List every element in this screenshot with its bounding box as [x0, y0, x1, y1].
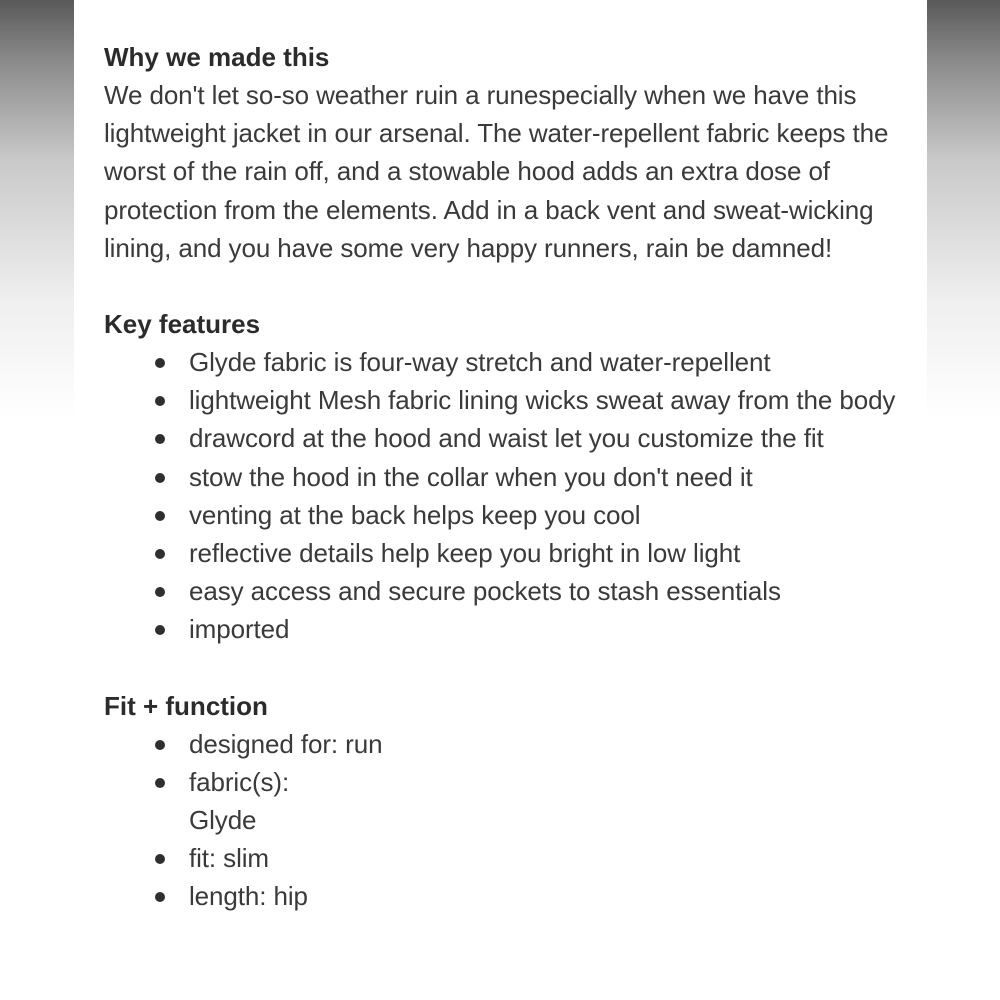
fabric-value: Glyde — [189, 805, 257, 836]
bullet-icon — [155, 434, 165, 444]
why-we-made-this-heading: Why we made this — [104, 42, 330, 72]
key-features-heading: Key features — [104, 309, 261, 340]
list-item — [189, 763, 909, 839]
fit-function-heading: Fit + function — [104, 690, 268, 721]
bullet-icon — [155, 854, 165, 864]
feature-text: imported — [189, 614, 290, 645]
list-item — [189, 419, 909, 457]
bullet-icon — [155, 892, 165, 902]
bullet-icon — [155, 396, 165, 406]
bullet-icon — [155, 587, 165, 597]
fit-text: length: hip — [189, 881, 308, 912]
feature-text: stow the hood in the collar when you don't need it — [189, 461, 753, 492]
product-details-card — [74, 0, 927, 1000]
list-item — [189, 839, 909, 877]
feature-text: lightweight Mesh fabric lining wicks sweat away from the body — [189, 385, 896, 416]
bullet-icon — [155, 549, 165, 559]
list-item — [189, 725, 909, 763]
bullet-icon — [155, 778, 165, 788]
list-item — [189, 381, 909, 419]
list-item — [189, 572, 909, 610]
list-item — [189, 534, 909, 572]
feature-text: drawcord at the hood and waist let you customize the fit — [189, 423, 824, 454]
fit-text: designed for: run — [189, 728, 383, 759]
section-spacer — [104, 649, 897, 687]
fit-text: fit: slim — [189, 843, 269, 874]
key-features-list — [104, 343, 897, 649]
why-we-made-this-paragraph: We don't let so-so weather ruin a runespecially when we have this lightweight jacket in our arsenal. The water-repellent fabric keeps the worst of the rain off, and a stowable hood adds an extra dose of protection from the elements. Add in a back vent and sweat-wicking lining, and you have some very happy runners, rain be damned! — [104, 80, 889, 263]
section-spacer — [104, 267, 897, 305]
list-item — [189, 496, 909, 534]
bullet-icon — [155, 511, 165, 521]
feature-text: reflective details help keep you bright in low light — [189, 538, 741, 569]
feature-text: easy access and secure pockets to stash essentials — [189, 576, 781, 607]
bullet-icon — [155, 358, 165, 368]
fit-text: fabric(s): — [189, 766, 290, 797]
bullet-icon — [155, 473, 165, 483]
list-item — [189, 458, 909, 496]
list-item — [189, 877, 909, 915]
feature-text: venting at the back helps keep you cool — [189, 499, 641, 530]
list-item — [189, 610, 909, 648]
bullet-icon — [155, 625, 165, 635]
feature-text: Glyde fabric is four-way stretch and water-repellent — [189, 347, 771, 378]
bullet-icon — [155, 740, 165, 750]
list-item — [189, 343, 909, 381]
fit-function-list — [104, 725, 897, 916]
